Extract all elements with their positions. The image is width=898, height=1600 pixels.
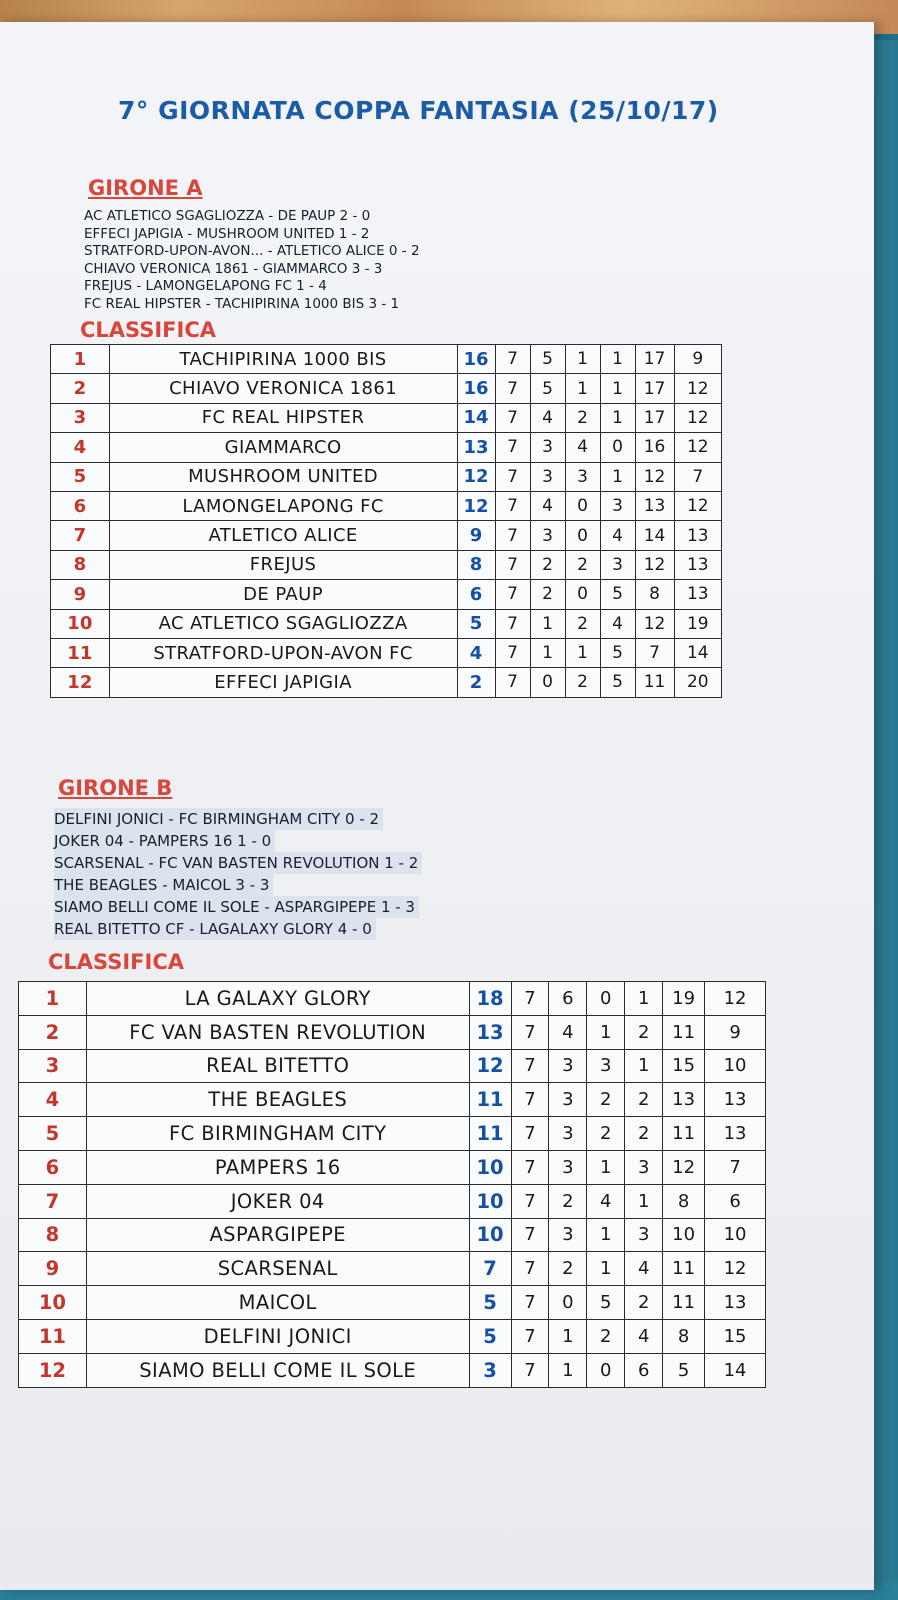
standings-row (19, 1117, 766, 1151)
standings-row (51, 345, 722, 374)
won-cell: 3 (530, 521, 565, 550)
played-cell: 7 (495, 491, 530, 520)
group-a-heading: GIRONE A (88, 176, 203, 200)
drawn-cell: 1 (587, 1150, 625, 1184)
match-result: EFFECI JAPIGIA - MUSHROOM UNITED 1 - 2 (84, 225, 370, 242)
points-cell: 10 (469, 1150, 511, 1184)
drawn-cell: 0 (565, 521, 600, 550)
goals-against-cell: 7 (674, 462, 721, 491)
points-cell: 5 (469, 1319, 511, 1353)
points-cell: 16 (457, 345, 495, 374)
lost-cell: 1 (600, 403, 635, 432)
goals-for-cell: 8 (635, 580, 674, 609)
goals-against-cell: 14 (705, 1353, 766, 1387)
team-name-cell: ASPARGIPEPE (86, 1218, 469, 1252)
points-cell: 12 (457, 491, 495, 520)
played-cell: 7 (495, 345, 530, 374)
goals-for-cell: 13 (635, 491, 674, 520)
lost-cell: 1 (625, 1049, 663, 1083)
points-cell: 7 (469, 1252, 511, 1286)
lost-cell: 2 (625, 1117, 663, 1151)
standings-row (19, 1150, 766, 1184)
position-cell: 9 (19, 1252, 87, 1286)
played-cell: 7 (495, 374, 530, 403)
team-name-cell: AC ATLETICO SGAGLIOZZA (109, 609, 457, 638)
lost-cell: 3 (625, 1218, 663, 1252)
goals-against-cell: 9 (705, 1015, 766, 1049)
position-cell: 7 (19, 1184, 87, 1218)
won-cell: 3 (549, 1117, 587, 1151)
match-result: CHIAVO VERONICA 1861 - GIAMMARCO 3 - 3 (84, 260, 383, 277)
group-a-standings-table (50, 344, 722, 698)
match-result: SIAMO BELLI COME IL SOLE - ASPARGIPEPE 1 - 3 (54, 896, 419, 918)
team-name-cell: TACHIPIRINA 1000 BIS (109, 345, 457, 374)
played-cell: 7 (495, 668, 530, 697)
won-cell: 4 (549, 1015, 587, 1049)
goals-against-cell: 12 (674, 403, 721, 432)
played-cell: 7 (495, 550, 530, 579)
drawn-cell: 3 (587, 1049, 625, 1083)
team-name-cell: DE PAUP (109, 580, 457, 609)
drawn-cell: 0 (587, 982, 625, 1016)
team-name-cell: GIAMMARCO (109, 433, 457, 462)
played-cell: 7 (511, 1015, 549, 1049)
lost-cell: 3 (625, 1150, 663, 1184)
lost-cell: 3 (600, 550, 635, 579)
won-cell: 4 (530, 403, 565, 432)
lost-cell: 2 (625, 1015, 663, 1049)
points-cell: 10 (469, 1184, 511, 1218)
position-cell: 4 (51, 433, 110, 462)
team-name-cell: STRATFORD-UPON-AVON FC (109, 638, 457, 667)
won-cell: 3 (549, 1150, 587, 1184)
match-result: THE BEAGLES - MAICOL 3 - 3 (54, 874, 273, 896)
background-right-edge (874, 40, 898, 1580)
goals-against-cell: 10 (705, 1049, 766, 1083)
standings-row (51, 668, 722, 697)
lost-cell: 0 (600, 433, 635, 462)
goals-against-cell: 13 (705, 1083, 766, 1117)
lost-cell: 3 (600, 491, 635, 520)
drawn-cell: 0 (587, 1353, 625, 1387)
won-cell: 5 (530, 374, 565, 403)
position-cell: 11 (19, 1319, 87, 1353)
won-cell: 1 (549, 1353, 587, 1387)
team-name-cell: JOKER 04 (86, 1184, 469, 1218)
played-cell: 7 (511, 1049, 549, 1083)
team-name-cell: EFFECI JAPIGIA (109, 668, 457, 697)
team-name-cell: CHIAVO VERONICA 1861 (109, 374, 457, 403)
played-cell: 7 (511, 1252, 549, 1286)
played-cell: 7 (511, 1083, 549, 1117)
standings-row (19, 1049, 766, 1083)
goals-for-cell: 7 (635, 638, 674, 667)
goals-for-cell: 12 (635, 609, 674, 638)
goals-against-cell: 7 (705, 1150, 766, 1184)
team-name-cell: SIAMO BELLI COME IL SOLE (86, 1353, 469, 1387)
team-name-cell: FC VAN BASTEN REVOLUTION (86, 1015, 469, 1049)
lost-cell: 6 (625, 1353, 663, 1387)
standings-row (19, 1319, 766, 1353)
won-cell: 1 (530, 609, 565, 638)
drawn-cell: 2 (565, 668, 600, 697)
goals-for-cell: 12 (635, 550, 674, 579)
team-name-cell: REAL BITETTO (86, 1049, 469, 1083)
played-cell: 7 (495, 403, 530, 432)
lost-cell: 4 (600, 521, 635, 550)
standings-row (51, 521, 722, 550)
position-cell: 4 (19, 1083, 87, 1117)
drawn-cell: 1 (565, 345, 600, 374)
match-result: JOKER 04 - PAMPERS 16 1 - 0 (54, 830, 275, 852)
standings-row (51, 403, 722, 432)
goals-for-cell: 13 (663, 1083, 705, 1117)
played-cell: 7 (511, 1286, 549, 1320)
points-cell: 12 (469, 1049, 511, 1083)
drawn-cell: 1 (565, 638, 600, 667)
standings-row (19, 1252, 766, 1286)
standings-row (51, 638, 722, 667)
drawn-cell: 4 (565, 433, 600, 462)
position-cell: 1 (51, 345, 110, 374)
points-cell: 8 (457, 550, 495, 579)
played-cell: 7 (511, 1184, 549, 1218)
goals-for-cell: 11 (663, 1252, 705, 1286)
won-cell: 6 (549, 982, 587, 1016)
standings-row (19, 1218, 766, 1252)
group-b-standings-table (18, 981, 766, 1388)
goals-against-cell: 13 (674, 521, 721, 550)
points-cell: 13 (457, 433, 495, 462)
match-result: DELFINI JONICI - FC BIRMINGHAM CITY 0 - 2 (54, 808, 383, 830)
points-cell: 4 (457, 638, 495, 667)
standings-row (51, 580, 722, 609)
position-cell: 12 (19, 1353, 87, 1387)
goals-against-cell: 14 (674, 638, 721, 667)
team-name-cell: MUSHROOM UNITED (109, 462, 457, 491)
drawn-cell: 0 (565, 580, 600, 609)
team-name-cell: LAMONGELAPONG FC (109, 491, 457, 520)
won-cell: 2 (530, 550, 565, 579)
group-a-results (84, 208, 420, 313)
goals-for-cell: 8 (663, 1184, 705, 1218)
won-cell: 3 (549, 1083, 587, 1117)
position-cell: 10 (51, 609, 110, 638)
standings-row (51, 433, 722, 462)
goals-for-cell: 11 (663, 1117, 705, 1151)
standings-row (19, 1015, 766, 1049)
group-b-heading: GIRONE B (58, 776, 173, 800)
lost-cell: 1 (600, 374, 635, 403)
drawn-cell: 5 (587, 1286, 625, 1320)
goals-for-cell: 11 (635, 668, 674, 697)
drawn-cell: 3 (565, 462, 600, 491)
won-cell: 3 (549, 1218, 587, 1252)
played-cell: 7 (495, 462, 530, 491)
position-cell: 12 (51, 668, 110, 697)
position-cell: 10 (19, 1286, 87, 1320)
position-cell: 9 (51, 580, 110, 609)
played-cell: 7 (511, 1150, 549, 1184)
position-cell: 8 (19, 1218, 87, 1252)
position-cell: 7 (51, 521, 110, 550)
drawn-cell: 2 (587, 1083, 625, 1117)
points-cell: 5 (457, 609, 495, 638)
standings-row (51, 609, 722, 638)
lost-cell: 1 (600, 345, 635, 374)
goals-for-cell: 19 (663, 982, 705, 1016)
position-cell: 6 (51, 491, 110, 520)
goals-against-cell: 9 (674, 345, 721, 374)
standings-row (51, 550, 722, 579)
match-result: FC REAL HIPSTER - TACHIPIRINA 1000 BIS 3 - 1 (84, 295, 400, 312)
position-cell: 6 (19, 1150, 87, 1184)
standings-row (19, 1353, 766, 1387)
points-cell: 10 (469, 1218, 511, 1252)
drawn-cell: 2 (587, 1319, 625, 1353)
won-cell: 3 (549, 1049, 587, 1083)
team-name-cell: FC REAL HIPSTER (109, 403, 457, 432)
goals-against-cell: 15 (705, 1319, 766, 1353)
team-name-cell: DELFINI JONICI (86, 1319, 469, 1353)
goals-for-cell: 12 (635, 462, 674, 491)
points-cell: 14 (457, 403, 495, 432)
drawn-cell: 4 (587, 1184, 625, 1218)
group-b-results (54, 808, 422, 940)
goals-against-cell: 20 (674, 668, 721, 697)
goals-for-cell: 17 (635, 374, 674, 403)
won-cell: 3 (530, 462, 565, 491)
standings-row (19, 982, 766, 1016)
standings-row (19, 1184, 766, 1218)
points-cell: 9 (457, 521, 495, 550)
played-cell: 7 (495, 521, 530, 550)
team-name-cell: PAMPERS 16 (86, 1150, 469, 1184)
drawn-cell: 1 (587, 1015, 625, 1049)
points-cell: 5 (469, 1286, 511, 1320)
drawn-cell: 2 (587, 1117, 625, 1151)
lost-cell: 4 (625, 1252, 663, 1286)
points-cell: 18 (469, 982, 511, 1016)
match-result: SCARSENAL - FC VAN BASTEN REVOLUTION 1 - 2 (54, 852, 422, 874)
won-cell: 4 (530, 491, 565, 520)
team-name-cell: FC BIRMINGHAM CITY (86, 1117, 469, 1151)
won-cell: 2 (549, 1184, 587, 1218)
position-cell: 2 (51, 374, 110, 403)
played-cell: 7 (511, 1353, 549, 1387)
points-cell: 13 (469, 1015, 511, 1049)
won-cell: 0 (530, 668, 565, 697)
goals-against-cell: 10 (705, 1218, 766, 1252)
goals-for-cell: 14 (635, 521, 674, 550)
drawn-cell: 1 (587, 1252, 625, 1286)
goals-for-cell: 10 (663, 1218, 705, 1252)
goals-against-cell: 12 (674, 491, 721, 520)
goals-for-cell: 16 (635, 433, 674, 462)
goals-for-cell: 17 (635, 403, 674, 432)
points-cell: 11 (469, 1083, 511, 1117)
points-cell: 3 (469, 1353, 511, 1387)
drawn-cell: 0 (565, 491, 600, 520)
position-cell: 8 (51, 550, 110, 579)
lost-cell: 4 (625, 1319, 663, 1353)
points-cell: 16 (457, 374, 495, 403)
goals-against-cell: 13 (705, 1117, 766, 1151)
standings-row (19, 1286, 766, 1320)
goals-for-cell: 11 (663, 1286, 705, 1320)
position-cell: 3 (51, 403, 110, 432)
team-name-cell: THE BEAGLES (86, 1083, 469, 1117)
goals-against-cell: 12 (674, 433, 721, 462)
group-b-standings-label: CLASSIFICA (48, 950, 184, 974)
lost-cell: 1 (625, 1184, 663, 1218)
drawn-cell: 2 (565, 403, 600, 432)
group-a-standings-label: CLASSIFICA (80, 318, 216, 342)
goals-for-cell: 11 (663, 1015, 705, 1049)
drawn-cell: 1 (565, 374, 600, 403)
goals-against-cell: 12 (705, 1252, 766, 1286)
lost-cell: 4 (600, 609, 635, 638)
match-result: STRATFORD-UPON-AVON... - ATLETICO ALICE 0 - 2 (84, 243, 420, 259)
drawn-cell: 2 (565, 609, 600, 638)
position-cell: 3 (19, 1049, 87, 1083)
played-cell: 7 (511, 982, 549, 1016)
goals-against-cell: 12 (705, 982, 766, 1016)
team-name-cell: SCARSENAL (86, 1252, 469, 1286)
lost-cell: 5 (600, 668, 635, 697)
match-result: FREJUS - LAMONGELAPONG FC 1 - 4 (84, 278, 327, 294)
points-cell: 6 (457, 580, 495, 609)
won-cell: 2 (530, 580, 565, 609)
won-cell: 2 (549, 1252, 587, 1286)
won-cell: 3 (530, 433, 565, 462)
page-title: 7° GIORNATA COPPA FANTASIA (25/10/17) (118, 96, 719, 125)
team-name-cell: FREJUS (109, 550, 457, 579)
points-cell: 2 (457, 668, 495, 697)
won-cell: 5 (530, 345, 565, 374)
played-cell: 7 (495, 609, 530, 638)
position-cell: 5 (51, 462, 110, 491)
match-result: REAL BITETTO CF - LAGALAXY GLORY 4 - 0 (54, 918, 376, 940)
standings-row (51, 491, 722, 520)
won-cell: 0 (549, 1286, 587, 1320)
goals-against-cell: 12 (674, 374, 721, 403)
team-name-cell: LA GALAXY GLORY (86, 982, 469, 1016)
drawn-cell: 2 (565, 550, 600, 579)
lost-cell: 5 (600, 580, 635, 609)
goals-against-cell: 6 (705, 1184, 766, 1218)
lost-cell: 1 (625, 982, 663, 1016)
goals-against-cell: 13 (674, 550, 721, 579)
played-cell: 7 (495, 580, 530, 609)
match-result: AC ATLETICO SGAGLIOZZA - DE PAUP 2 - 0 (84, 208, 371, 224)
standings-row (51, 462, 722, 491)
played-cell: 7 (511, 1117, 549, 1151)
goals-against-cell: 19 (674, 609, 721, 638)
goals-against-cell: 13 (705, 1286, 766, 1320)
points-cell: 12 (457, 462, 495, 491)
goals-against-cell: 13 (674, 580, 721, 609)
standings-row (19, 1083, 766, 1117)
lost-cell: 5 (600, 638, 635, 667)
won-cell: 1 (530, 638, 565, 667)
drawn-cell: 1 (587, 1218, 625, 1252)
points-cell: 11 (469, 1117, 511, 1151)
lost-cell: 2 (625, 1083, 663, 1117)
played-cell: 7 (495, 638, 530, 667)
played-cell: 7 (511, 1319, 549, 1353)
position-cell: 11 (51, 638, 110, 667)
won-cell: 1 (549, 1319, 587, 1353)
goals-for-cell: 12 (663, 1150, 705, 1184)
position-cell: 1 (19, 982, 87, 1016)
position-cell: 2 (19, 1015, 87, 1049)
lost-cell: 1 (600, 462, 635, 491)
goals-for-cell: 8 (663, 1319, 705, 1353)
goals-for-cell: 15 (663, 1049, 705, 1083)
goals-for-cell: 5 (663, 1353, 705, 1387)
position-cell: 5 (19, 1117, 87, 1151)
played-cell: 7 (511, 1218, 549, 1252)
lost-cell: 2 (625, 1286, 663, 1320)
goals-for-cell: 17 (635, 345, 674, 374)
played-cell: 7 (495, 433, 530, 462)
standings-row (51, 374, 722, 403)
team-name-cell: MAICOL (86, 1286, 469, 1320)
team-name-cell: ATLETICO ALICE (109, 521, 457, 550)
